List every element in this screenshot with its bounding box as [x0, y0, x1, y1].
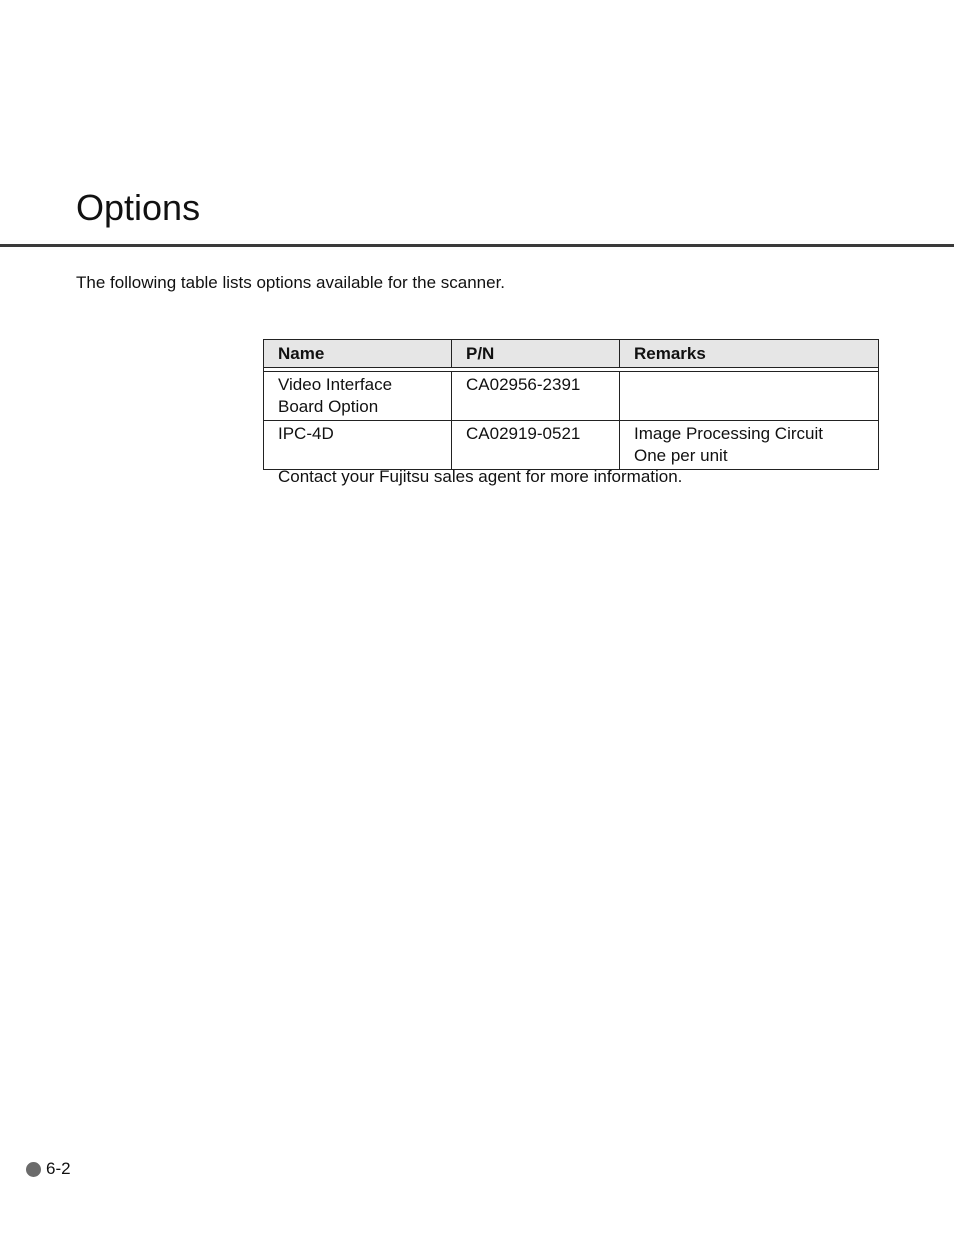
cell-name-line: Video Interface — [278, 375, 393, 394]
cell-name-line: IPC-4D — [278, 424, 334, 443]
header-remarks: Remarks — [620, 340, 879, 368]
table-row — [264, 372, 879, 421]
bullet-icon — [26, 1162, 41, 1177]
intro-text: The following table lists options available for the scanner. — [76, 273, 506, 292]
table-header-row — [264, 340, 879, 368]
cell-pn: CA02956-2391 — [452, 372, 620, 421]
cell-name — [264, 421, 452, 470]
page-footer — [26, 1158, 71, 1180]
table-row — [264, 421, 879, 470]
header-name: Name — [264, 340, 452, 368]
cell-name-line: Board Option — [278, 397, 379, 416]
cell-remarks — [620, 372, 879, 421]
header-pn: P/N — [452, 340, 620, 368]
page-title: Options — [76, 187, 201, 228]
cell-name — [264, 372, 452, 421]
cell-remarks — [620, 421, 879, 470]
cell-remarks-line: One per unit — [634, 446, 728, 465]
cell-pn: CA02919-0521 — [452, 421, 620, 470]
options-table — [263, 339, 879, 470]
cell-remarks-line: Image Processing Circuit — [634, 424, 823, 443]
page-number: 6-2 — [46, 1159, 71, 1178]
title-divider — [0, 244, 954, 247]
contact-note: Contact your Fujitsu sales agent for more information. — [278, 467, 683, 486]
